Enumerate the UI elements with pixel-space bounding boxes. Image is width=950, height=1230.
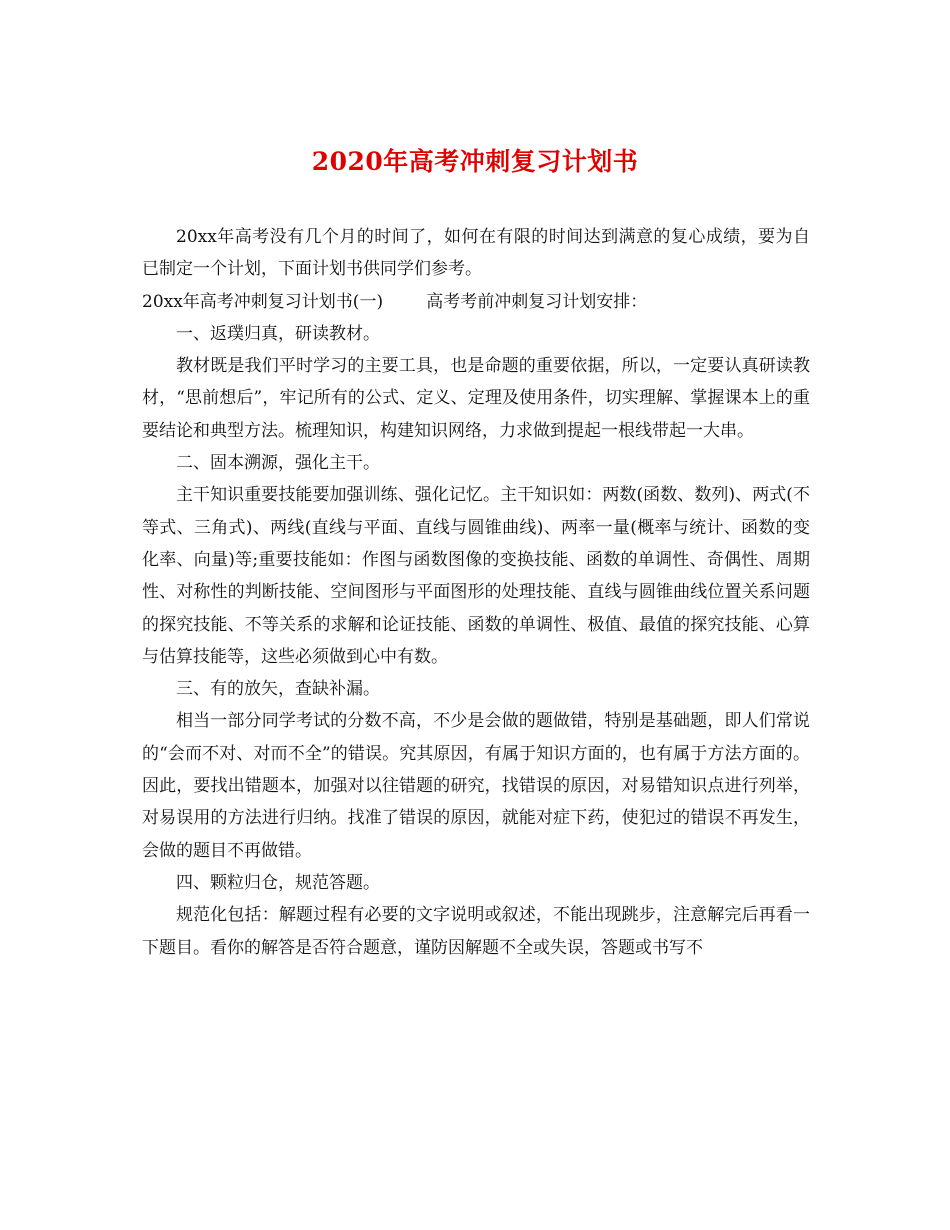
section-paragraph-3: 相当一部分同学考试的分数不高，不少是会做的题做错，特别是基础题，即人们常说的“会而不对、对而不全”的错误。究其原因，有属于知识方面的，也有属于方法方面的。因此，要找出错题本，加强对以往错题的研究，找错误的原因，对易错知识点进行列举，对易误用的方法进行归纳。找准了错误的原因，就能对症下药，使犯过的错误不再发生，会做的题目不再做错。 (142, 711, 810, 861)
section-heading-4: 四、颗粒归仓，规范答题。 (176, 872, 380, 893)
section-heading-1: 一、返璞归真，研读教材。 (176, 323, 380, 344)
document-body (142, 221, 810, 964)
section-heading-2: 二、固本溯源，强化主干。 (176, 453, 380, 474)
section-paragraph-2: 主干知识重要技能要加强训练、强化记忆。主干知识如：两数(函数、数列)、两式(不等式、三角式)、两线(直线与平面、直线与圆锥曲线)、两率一量(概率与统计、函数的变化率、向量)等;重要技能如：作图与函数图像的变换技能、函数的单调性、奇偶性、周期性、对称性的判断技能、空间图形与平面图形的处理技能、直线与圆锥曲线位置关系问题的探究技能、不等关系的求解和论证技能、函数的单调性、极值、最值的探究技能、心算与估算技能等，这些必须做到心中有数。 (142, 485, 810, 667)
intro-paragraph: 20xx年高考没有几个月的时间了，如何在有限的时间达到满意的复心成绩，要为自已制定一个计划，下面计划书供同学们参考。 (142, 227, 810, 280)
plan-heading-line: 20xx年高考冲刺复习计划书(一) 高考考前冲刺复习计划安排： (142, 291, 648, 312)
section-paragraph-1: 教材既是我们平时学习的主要工具，也是命题的重要依据，所以，一定要认真研读教材，“思前想后”，牢记所有的公式、定义、定理及使用条件，切实理解、掌握课本上的重要结论和典型方法。梳理知识，构建知识网络，力求做到提起一根线带起一大串。 (142, 356, 810, 441)
document-title: 2020年高考冲刺复习计划书 (311, 147, 639, 176)
section-paragraph-4: 规范化包括：解题过程有必要的文字说明或叙述，不能出现跳步，注意解完后再看一下题目。看你的解答是否符合题意，谨防因解题不全或失误，答题或书写不 (142, 905, 810, 958)
section-heading-3: 三、有的放矢，查缺补漏。 (176, 679, 380, 700)
